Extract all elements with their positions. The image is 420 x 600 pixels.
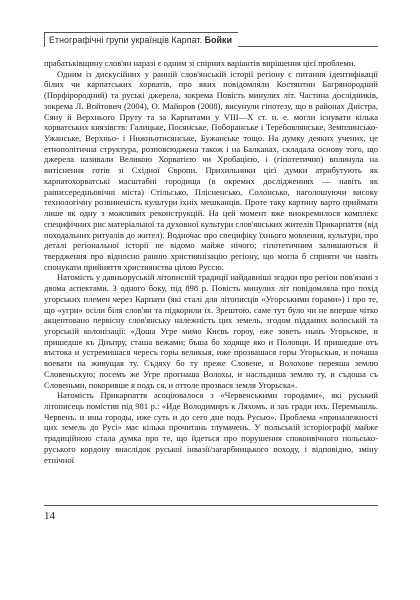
body-text: [44, 58, 378, 465]
header-title-part2: Бойки: [204, 35, 233, 45]
paragraph: Натомість у давньоруській літописній традиції найдавніші згадки про регіон пов'язані з двома аспектами. З одного боку, під 898 р. Повість минулих літ повідомляла про похід угорських племен через Карпати (які сталі для літописців «Угорськими горами») і про те, що «угри» осіли біля слов'ян та підкорили їх. Зрештою, саме тут було чи не вперше чітко акцентовано первісну слов'янську належність цих земель, згодом підданих волоській та угорській колонізації: «Дошa Угре мимо Києвъ гороу, еже зоветь нынъ Угорьское, и пришедше къ Днъпру, сташа вежами; бъша бо ходяще яко и Половци. И пришедше отъ въстока и устремишася чересъ горы великыя, иже прозвашася горы Угорьскыя, и почаша воевати на живущая ту. Съдяху бо ту преже Словене, и Волохове переяша землю Словеньскую; посемъ же Угре прогнаша Волохы, и наслъдиша землю ту, и съдоша съ Словеньми, покоривше я подъ ся, и оттоле прозвася земля Угорьска».: [44, 272, 378, 390]
footer-rule: [44, 505, 378, 506]
paragraph: Натомість Прикарпаття асоціювалося з «Червенськими городами», які руський літописець помістив під 981 р.: «Иде Володимиръ к Ляхомъ. и заъ гради ихъ. Перемышль. Червенъ. и ины городы, иже суть и до сего дне подъ Русью». Проблема «приналежності цих земель до Русі» має кілька прочитань тлумачень. У польській історіографії майже традиційною стала думка про те, що йдеться про порушення споконвічного польсько-руського кордону внаслідок руської інвазії/загарбницького походу, і відповідно, зміну етнічної: [44, 390, 378, 465]
header-title-part1: Етнографічні групи українців Карпат.: [49, 35, 205, 45]
running-header-title: [44, 32, 238, 47]
paragraph: Одним із дискусійних у ранній слов'янській історії регіону є питання ідентифікації білих чи карпатських хорватів, про яких повідомляли Костянтин Багрянородний (Порфірородний) та руські джерела, зокрема Повість минулих літ. Частина дослідників, зокрема Л. Войтович (2004), О. Майоров (2008), висунули гіпотезу, що в районах Дністра, Сяну й Верхнього Пруту та за Карпатами у VIII—X ст. н. е. могли існувати кілька хорватських князівств: Галицьке, Посянське, Поборанське і Теребовлянське, Земплинсько-Ужанське, Верхньо- і Нижньотисянське, Бужанське тощо. На думку деяких учених, це етнополітична структура, розповсюджена також і на Балканах, складала основу того, що джерела називали Великою Хорватією чи Хробацією, і (гіпотетично) вплинула на витіснення готів зі Східної Європи. Прихильники цієї думки атрибутують як карпатохорватські масштабні городища (в окремих дослідженнях — навіть як раннєсередньовічні міста) Стільсько, Плісненсько, Солонсько, наголошуючи високу технологічну розвиненість культури їхніх мешканців. Проте таку картину варто приймати лише як одну з можливих реконструкцій. На цей момент вже виокремилося комплекс специфічних рис матеріальної та духовної культури слов'янських жителів Прикарпаття (від походальних ритуалів до жител). Водночас про специфіку їхнього мовлення, культури, про деталі регіональної історії не відомо майже нічого; гіпотетичним залишаються й твердження про відносно ранню християнізацію регіону, що могла б сприяти чи навіть спонукати прийняття християнства цілою Руссю.: [44, 68, 378, 272]
paragraph-continuation: прабатьківщину слов'ян наразі є одним зі спірних варіантів вирішення цієї проблеми.: [44, 58, 356, 68]
page-number: 14: [44, 510, 55, 522]
running-header: [44, 32, 378, 47]
header-rule: [238, 46, 378, 47]
